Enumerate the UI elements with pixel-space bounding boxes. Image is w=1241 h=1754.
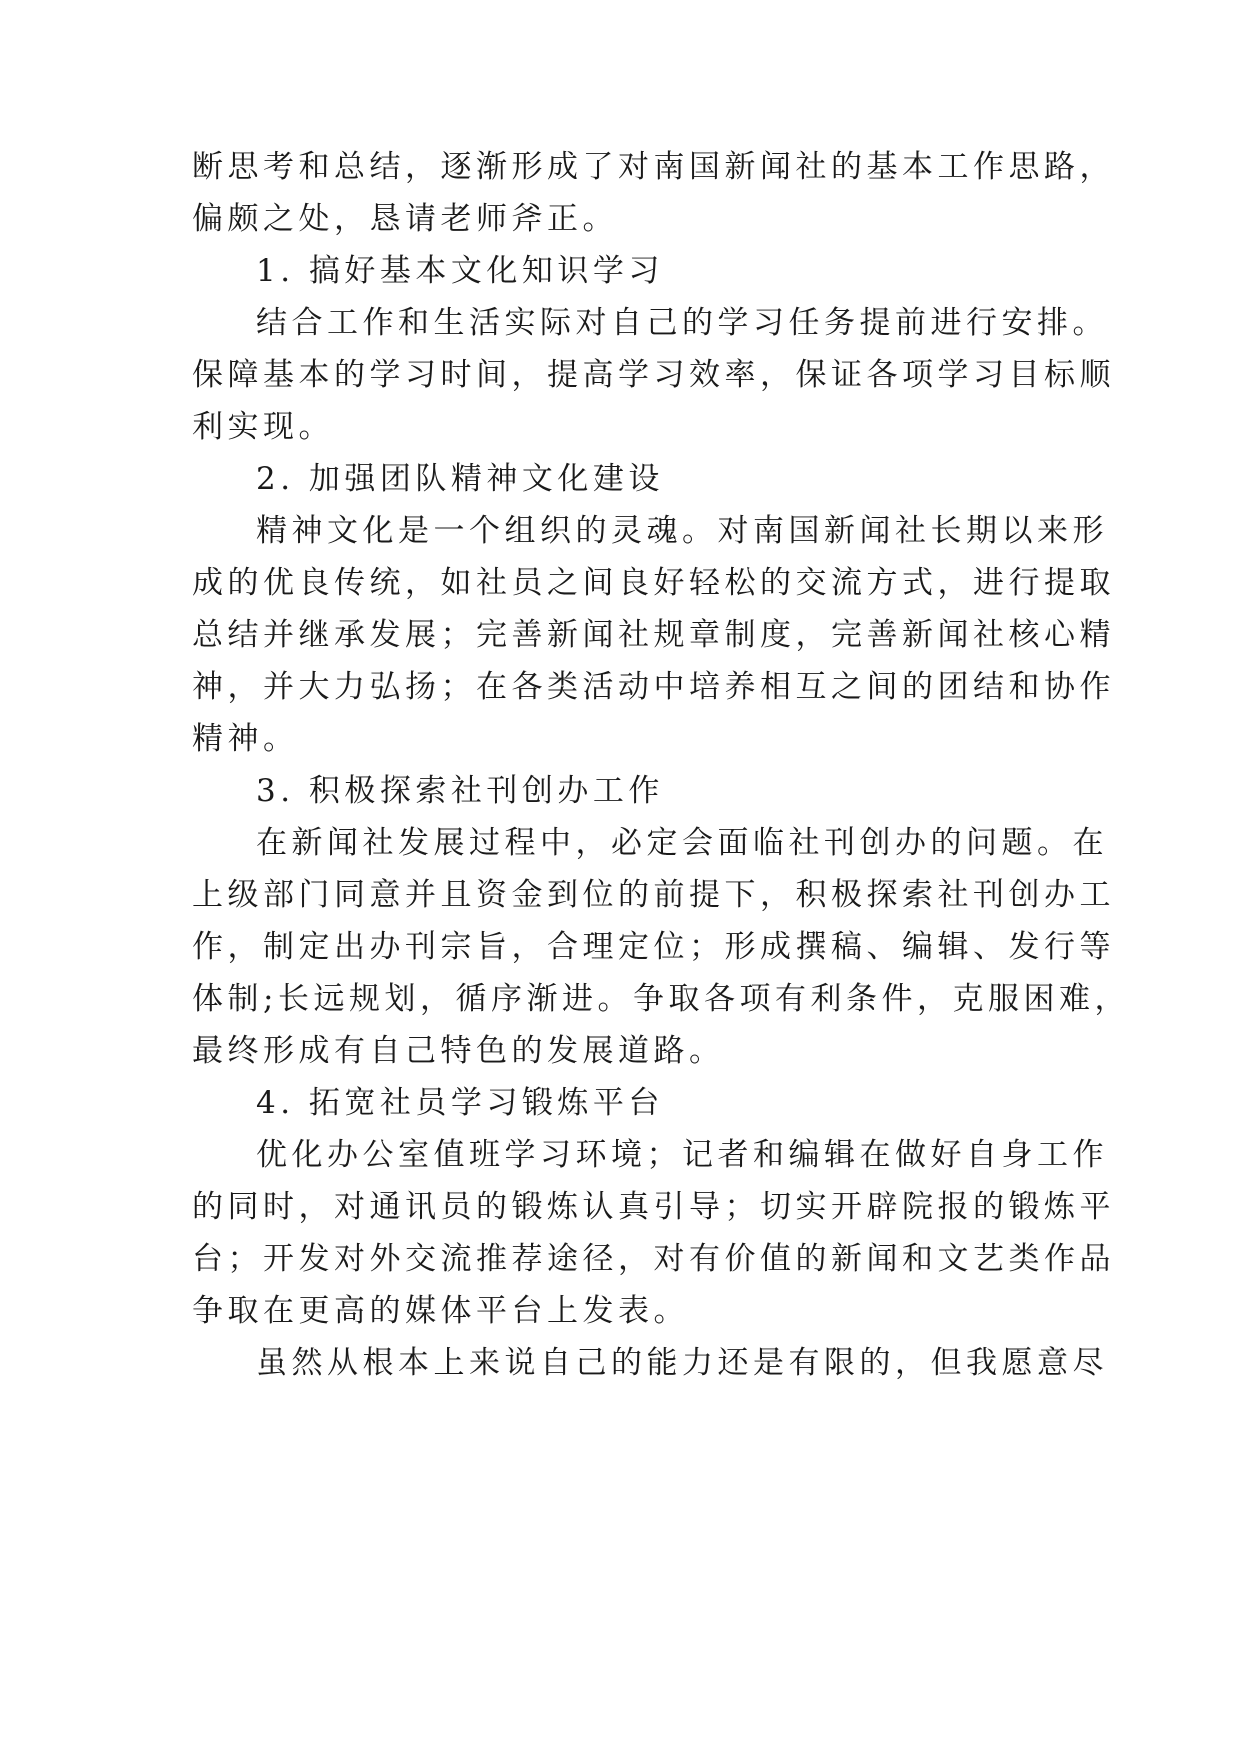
paragraph-line: 偏颇之处，恳请老师斧正。 xyxy=(192,201,618,237)
paragraph-line: 争取在更高的媒体平台上发表。 xyxy=(192,1293,689,1329)
paragraph-line: 作，制定出办刊宗旨，合理定位；形成撰稿、编辑、发行等 xyxy=(192,929,1115,965)
paragraph-line: 台；开发对外交流推荐途径，对有价值的新闻和文艺类作品 xyxy=(192,1241,1115,1277)
paragraph-line: 结合工作和生活实际对自己的学习任务提前进行安排。 xyxy=(256,305,1108,341)
paragraph-line: 保障基本的学习时间，提高学习效率，保证各项学习目标顺 xyxy=(192,357,1115,393)
paragraph-line: 上级部门同意并且资金到位的前提下，积极探索社刊创办工 xyxy=(192,877,1115,913)
paragraph-line: 精神。 xyxy=(192,721,299,757)
paragraph-line: 总结并继承发展；完善新闻社规章制度，完善新闻社核心精 xyxy=(192,617,1115,653)
paragraph-line: 断思考和总结，逐渐形成了对南国新闻社的基本工作思路， xyxy=(192,149,1115,185)
paragraph-line: 虽然从根本上来说自己的能力还是有限的，但我愿意尽 xyxy=(256,1345,1108,1381)
paragraph-line: 精神文化是一个组织的灵魂。对南国新闻社长期以来形 xyxy=(256,513,1108,549)
paragraph-line: 优化办公室值班学习环境；记者和编辑在做好自身工作 xyxy=(256,1137,1108,1173)
section-heading-1: 1. 搞好基本文化知识学习 xyxy=(256,253,664,289)
paragraph-line: 利实现。 xyxy=(192,409,334,445)
paragraph-line: 最终形成有自己特色的发展道路。 xyxy=(192,1033,725,1069)
section-heading-4: 4. 拓宽社员学习锻炼平台 xyxy=(256,1085,664,1121)
paragraph-line: 在新闻社发展过程中，必定会面临社刊创办的问题。在 xyxy=(256,825,1108,861)
paragraph-line: 的同时，对通讯员的锻炼认真引导；切实开辟院报的锻炼平 xyxy=(192,1189,1115,1225)
section-heading-3: 3. 积极探索社刊创办工作 xyxy=(256,773,664,809)
paragraph-line: 体制;长远规划，循序渐进。争取各项有利条件，克服困难， xyxy=(192,981,1130,1017)
paragraph-line: 成的优良传统，如社员之间良好轻松的交流方式，进行提取 xyxy=(192,565,1115,601)
section-heading-2: 2. 加强团队精神文化建设 xyxy=(256,461,664,497)
paragraph-line: 神，并大力弘扬；在各类活动中培养相互之间的团结和协作 xyxy=(192,669,1115,705)
